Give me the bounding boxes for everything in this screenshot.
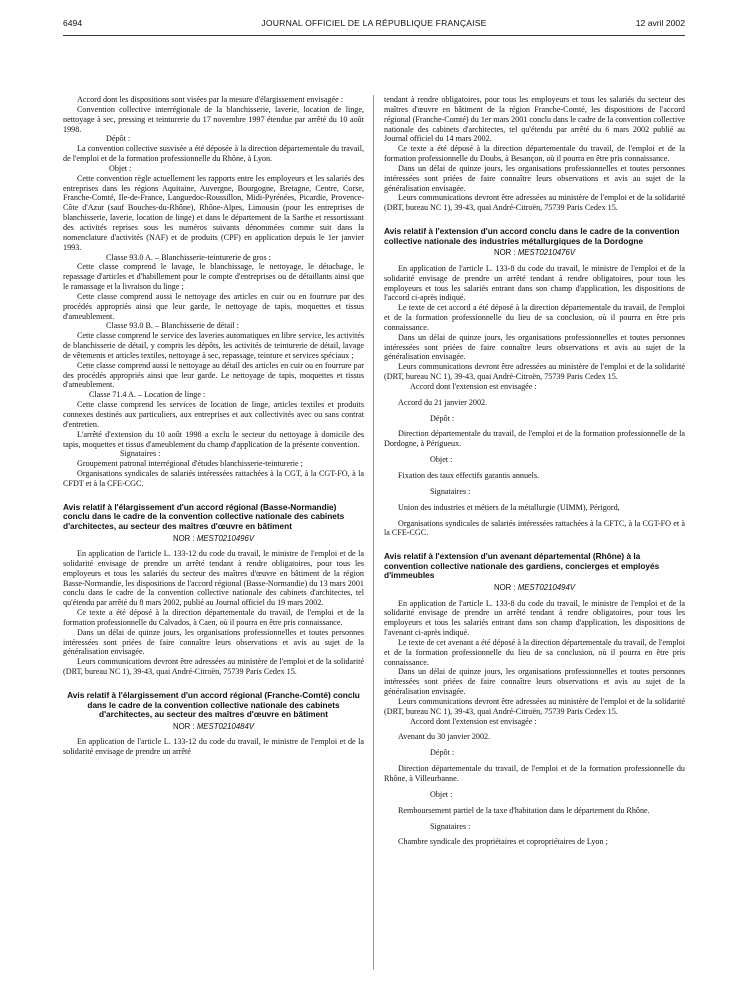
column-divider [373,95,374,970]
label-depot: Dépôt : [430,748,455,758]
label-depot: Dépôt : [430,413,455,423]
paragraph: Leurs communications devront être adressées au ministère de l'emploi et de la solidarité (DRT, bureau NC 1), 39-43, quai André-Citroën, 75739 Paris Cedex 15. [63,657,364,677]
paragraph: tendant à rendre obligatoires, pour tous les employeurs et tous les salariés du secteur des maîtres d'œuvre en bâtiment de la région Franche-Comté, les dispositions de l'accord régional (Franche-Comté) du 1er mars 2001 conclu dans le cadre de la convention collective nationale des cabinets d'architectes, tel qu'étendu par arrêté du 6 mars 2002 publié au Journal officiel du 14 mars 2002. [384,95,685,144]
paragraph: En application de l'article L. 133-12 du code du travail, le ministre de l'emploi et de la solidarité envisage de prendre un arrêté [63,737,364,757]
paragraph: Cette classe comprend aussi le nettoyage des articles en cuir ou en fourrure par des procédés appropriés ainsi que leur garde, le nettoyage de tapis, moquettes et tissus d'ameublement. [63,291,364,321]
class-heading: Classe 93.0 B. – Blanchisserie de détail : [106,321,239,331]
nor-code: MEST0210496V [196,533,255,543]
paragraph: Cette convention règle actuellement les rapports entre les employeurs et les salariés des entreprises dans les régions Aquitaine, Auvergne, Bourgogne, Bretagne, Centre, Corse, Franche-Comté, Ile-de-France, Languedoc-Roussillon, Midi-Pyrénées, Picardie, Provence-Côte d'Azur (sauf Bouches-du-Rhône), Rhône-Alpes, Limousin (pour les entreprises de blanchisserie, laverie, location de linge) et dans le département de la Sarthe et ressortissant des activités reprises sous les numéros suivants dénommées comme suit dans la nomenclature d'activités (NAF) et de produits (CPF) en application depuis le 1er janvier 1993. [63,173,364,252]
class-heading: Classe 93.0 A. – Blanchisserie-teinturerie de gros : [106,252,271,262]
paragraph: Le texte de cet avenant a été déposé à la direction départementale du travail, de l'emploi et de la formation professionnelle du lieu de sa conclusion, où il pourra en être pris connaissance. [384,637,685,667]
page-header [63,18,685,32]
paragraph: Ce texte a été déposé à la direction départementale du travail, de l'emploi et de la formation professionnelle du Doubs, à Besançon, où il pourra en être pris connaissance. [384,144,685,164]
paragraph: Direction départementale du travail, de l'emploi et de la formation professionnelle du Rhône, à Villeurbanne. [384,764,685,783]
paragraph: Leurs communications devront être adressées au ministère de l'emploi et de la solidarité (DRT, bureau NC 1), 39-43, quai André-Citroën, 75739 Paris Cedex 15. [384,193,685,213]
nor-reference [384,248,685,258]
paragraph: Cette classe comprend aussi le nettoyage au détail des articles en cuir ou en fourrure par des procédés appropriés ainsi que leur garde. Le nettoyage de tapis, moquettes et tissus d'ameublement. [63,360,364,390]
paragraph: Convention collective interrégionale de la blanchisserie, laverie, location de linge, nettoyage à sec, pressing et teinturerie du 17 novembre 1997 étendue par arrêté du 10 août 1998. [63,104,364,134]
label-objet: Objet : [430,789,453,799]
nor-label: NOR : [493,248,516,258]
label-objet: Objet : [109,163,132,173]
issue-date: 12 avril 2002 [635,18,685,28]
paragraph: Leurs communications devront être adressées au ministère de l'emploi et de la solidarité (DRT, bureau NC 1), 39-43, quai André-Citroën, 75739 Paris Cedex 15. [384,362,685,382]
header-rule [63,35,685,36]
paragraph: Accord dont les dispositions sont visées par la mesure d'élargissement envisagée : [77,95,343,104]
nor-label: NOR : [172,533,195,543]
paragraph: Accord du 21 janvier 2002. [398,397,488,407]
paragraph: Cette classe comprend le lavage, le blanchissage, le nettoyage, le détachage, le repassage d'articles et d'habillement pour le compte d'entreprises ou de détaillants ainsi que le ramassage et la livraison du linge ; [63,262,364,292]
paragraph: Cette classe comprend les services de location de linge, articles textiles et produits connexes destinés aux particuliers, aux entreprises et aux collectivités avec ou sans contrat d'entretien. [63,400,364,429]
nor-label: NOR : [172,721,195,731]
page-number: 6494 [63,18,83,28]
paragraph: Ce texte a été déposé à la direction départementale du travail, de l'emploi et de la formation professionnelle du Calvados, à Caen, où il pourra en être pris connaissance. [63,608,364,627]
paragraph: Dans un délai de quinze jours, les organisations professionnelles et toutes personnes intéressées sont priées de faire connaître leurs observations et avis au sujet de la généralisation envisagée. [384,163,685,193]
paragraph: Organisations syndicales de salariés intéressées rattachées à la CFTC, à la CGT-FO et à la CFE-CGC. [384,518,685,538]
paragraph: Cette classe comprend le service des laveries automatiques en libre service, les activités de blanchisserie de détail, y compris les dépôts, les activités de teinturerie de détail, lavage de vêtements et articles textiles, nettoyage à sec, repassage, teinture et services spéciaux ; [63,331,364,360]
paragraph: Organisations syndicales de salariés intéressées rattachées à la CGT, à la CGT-FO, à la CFDT et à la CFE-CGC. [63,469,364,488]
paragraph: Dans un délai de quinze jours, les organisations professionnelles et toutes personnes intéressées sont priées de faire connaître leurs observations et avis au sujet de la généralisation envisagée. [384,332,685,362]
label-signataires: Signataires : [430,821,471,831]
notice-title: Avis relatif à l'extension d'un avenant départemental (Rhône) à la convention collective nationale des gardiens, concierges et employés d'immeubles [384,551,660,581]
nor-reference [384,583,685,593]
left-column [63,95,364,757]
label-objet: Objet : [430,455,453,465]
nor-code: MEST0210476V [517,248,576,258]
right-column [384,95,685,847]
paragraph: Chambre syndicale des propriétaires et copropriétaires de Lyon ; [398,837,608,847]
label-signataires: Signataires : [120,449,161,459]
paragraph: Leurs communications devront être adressées au ministère de l'emploi et de la solidarité (DRT, bureau NC 1), 39-43, quai André-Citroën, 75739 Paris Cedex 15. [384,696,685,716]
label-accord: Accord dont l'extension est envisagée : [410,381,537,391]
notice-title: Avis relatif à l'extension d'un accord conclu dans le cadre de la convention collective nationale des industries métallurgiques de la Dordogne [384,226,680,246]
paragraph: Avenant du 30 janvier 2002. [398,732,491,742]
nor-code: MEST0210484V [196,721,255,731]
label-depot: Dépôt : [106,134,131,144]
nor-reference [63,534,364,544]
nor-code: MEST0210494V [517,583,576,592]
label-signataires: Signataires : [430,486,471,496]
paragraph: Remboursement partiel de la taxe d'habitation dans le département du Rhône. [398,805,650,815]
paragraph: Fixation des taux effectifs garantis annuels. [398,471,540,480]
label-accord: Accord dont l'extension est envisagée : [410,716,537,726]
nor-label: NOR : [493,583,516,592]
notice-title: Avis relatif à l'élargissement d'un accord régional (Franche-Comté) conclu dans le cadre de la convention collective nationale des cabinets d'architectes, au secteur des maîtres d'œuvre en bâtiment [67,690,360,720]
notice-title: Avis relatif à l'élargissement d'un accord régional (Basse-Normandie) conclu dans le cadre de la convention collective nationale des cabinets d'architectes, au secteur des maîtres d'œuvre en bâtiment [63,501,345,531]
paragraph: Direction départementale du travail, de l'emploi et de la formation professionnelle de la Dordogne, à Périgueux. [384,429,685,449]
paragraph: La convention collective susvisée a été déposée à la direction départementale du travail, de l'emploi et de la formation professionnelle du Rhône, à Lyon. [63,144,364,164]
paragraph: Groupement patronal interrégional d'études blanchisserie-teinturerie ; [77,459,303,469]
paragraph: En application de l'article L. 133-12 du code du travail, le ministre de l'emploi et de la solidarité envisage de prendre un arrêté tendant à rendre obligatoires, pour tous les employeurs et tous les salariés du secteur des maîtres d'œuvre en bâtiment de la région Basse-Normandie, les dispositions de l'accord régional (Basse-Normandie) du 13 mars 2001 conclu dans le cadre de la convention collective nationale des cabinets d'architectes, tel qu'étendu par arrêté du 8 mars 2002, publié au Journal officiel du 19 mars 2002. [63,549,364,608]
paragraph: Dans un délai de quinze jours, les organisations professionnelles et toutes personnes intéressées sont priées de faire connaître leurs observations et avis au sujet de la généralisation envisagée. [384,667,685,697]
class-heading: Classe 71.4 A. – Location de linge : [89,390,206,400]
paragraph: L'arrêté d'extension du 10 août 1998 a exclu le secteur du nettoyage à domicile des tapis, moquettes et tissus d'ameublement du champ d'application de la présente convention. [63,429,364,449]
paragraph: Dans un délai de quinze jours, les organisations professionnelles et toutes personnes intéressées sont priées de faire connaître leurs observations et avis au sujet de la généralisation envisagée. [63,627,364,657]
paragraph: En application de l'article L. 133-8 du code du travail, le ministre de l'emploi et de la solidarité envisage de prendre un arrêté tendant à rendre obligatoires, pour tous les employeurs et tous les salariés entrant dans son champ d'application, les dispositions de l'accord ci-après indiqué. [384,263,685,303]
paragraph: En application de l'article L. 133-8 du code du travail, le ministre de l'emploi et de la solidarité envisage de prendre un arrêté tendant à rendre obligatoires, pour tous les employeurs et tous les salariés entrant dans son champ d'application, les dispositions de l'avenant ci-après indiqué. [384,598,685,638]
paragraph: Union des industries et métiers de la métallurgie (UIMM), Périgord, [398,502,620,512]
journal-title: JOURNAL OFFICIEL DE LA RÉPUBLIQUE FRANÇAISE [261,18,487,28]
nor-reference [63,722,364,732]
paragraph: Le texte de cet accord a été déposé à la direction départementale du travail, de l'emploi et de la formation professionnelle du lieu de sa conclusion, où il pourra en être pris connaissance. [384,303,685,332]
